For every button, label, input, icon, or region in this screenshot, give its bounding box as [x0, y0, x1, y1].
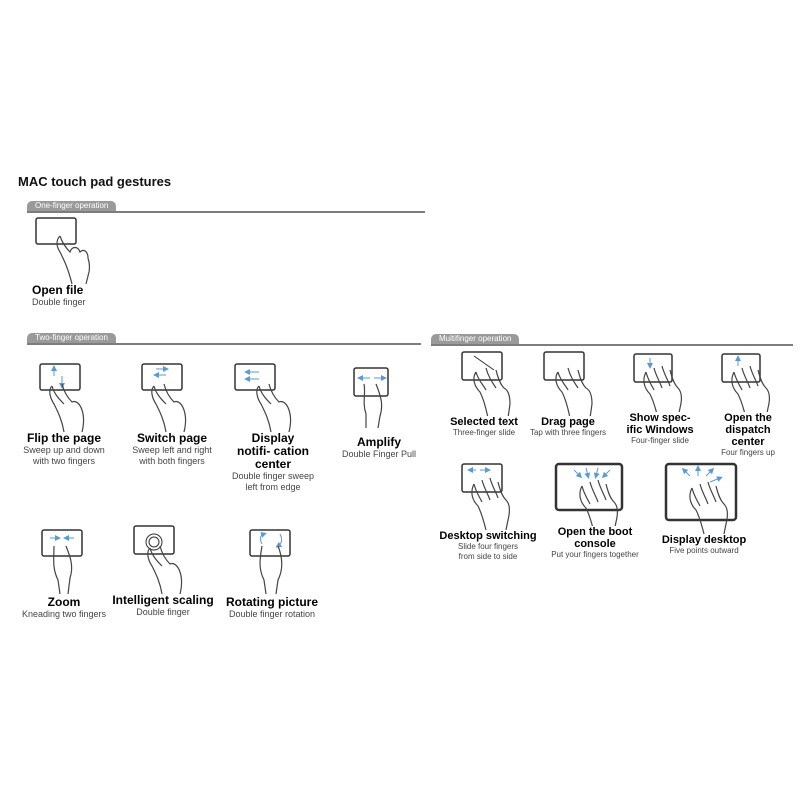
section-rule [27, 343, 421, 345]
gesture-label: Display desktop [661, 534, 747, 546]
gesture-label: Amplify [356, 435, 401, 449]
gesture-label: Switch page [136, 431, 207, 445]
page-title: MAC touch pad gestures [18, 174, 172, 189]
gesture-description: Five points outward [669, 546, 739, 555]
gesture-label: Display notifi- cation center [237, 431, 309, 471]
gesture-show-windows [614, 352, 706, 446]
section-two-finger [27, 333, 421, 345]
gesture-description: Double finger rotation [228, 609, 316, 619]
four-finger-up-icon [700, 352, 796, 412]
double-tap-icon [112, 522, 214, 594]
gesture-label: Open the dispatch center [724, 412, 772, 448]
gesture-description: Sweep left and right with both fingers [132, 445, 212, 466]
gesture-label: Open the boot console [557, 526, 633, 550]
section-label: One-finger operation [27, 201, 116, 211]
gesture-description: Four fingers up [721, 448, 775, 457]
gesture-flip-page [14, 360, 114, 467]
gesture-label: Selected text [450, 416, 518, 428]
gesture-description: Three-finger slide [452, 428, 516, 437]
four-finger-down-icon [614, 352, 706, 412]
gesture-label: Zoom [47, 595, 81, 609]
gesture-label: Open file [32, 283, 84, 297]
five-finger-spread-icon [654, 460, 754, 534]
pinch-out-icon [332, 364, 426, 436]
gesture-rotating-picture [222, 524, 322, 620]
two-finger-rotate-icon [222, 524, 322, 596]
gesture-description: Double Finger Pull [341, 449, 417, 459]
gesture-description: Slide four fingers from side to side [457, 542, 519, 561]
gesture-notification-center [221, 360, 325, 493]
gesture-open-file [20, 212, 120, 308]
gesture-label: Rotating picture [226, 595, 318, 609]
gesture-label: Drag page [541, 416, 595, 428]
gesture-dispatch-center [700, 352, 796, 458]
pinch-in-icon [14, 524, 114, 596]
gesture-label: Flip the page [26, 431, 101, 445]
gesture-drag-page [522, 350, 614, 438]
two-finger-vertical-swipe-icon [14, 360, 114, 432]
two-finger-horizontal-swipe-icon [122, 360, 222, 432]
section-rule [431, 344, 793, 346]
gesture-description: Kneading two fingers [21, 609, 107, 619]
gesture-selected-text [438, 350, 530, 438]
three-finger-tap-icon [522, 350, 614, 416]
section-multi-finger [431, 334, 793, 346]
gesture-label: Show spec- ific Windows [626, 412, 694, 436]
four-finger-sideways-icon [436, 462, 540, 530]
section-label: Multifinger operation [431, 334, 519, 344]
gesture-description: Double finger [32, 297, 86, 307]
gesture-description: Double finger sweep left from edge [231, 471, 315, 492]
gesture-zoom [14, 524, 114, 620]
gesture-boot-console [540, 460, 650, 560]
gesture-display-desktop [654, 460, 754, 556]
gesture-amplify [332, 364, 426, 460]
gesture-label: Intelligent scaling [112, 593, 214, 607]
gesture-description: Tap with three fingers [529, 428, 607, 437]
three-finger-slide-icon [438, 350, 530, 416]
gesture-intelligent-scaling [112, 522, 214, 618]
five-finger-pinch-in-icon [540, 460, 650, 526]
gesture-desktop-switching [436, 462, 540, 562]
gesture-description: Put your fingers together [551, 550, 639, 559]
gesture-description: Double finger [136, 607, 190, 617]
gesture-label: Desktop switching [439, 530, 537, 542]
gesture-description: Sweep up and down with two fingers [23, 445, 105, 466]
edge-swipe-left-icon [221, 360, 325, 432]
gesture-switch-page [122, 360, 222, 467]
section-label: Two-finger operation [27, 333, 116, 343]
one-finger-tap-icon [20, 212, 120, 284]
gesture-description: Four-finger slide [631, 436, 689, 445]
